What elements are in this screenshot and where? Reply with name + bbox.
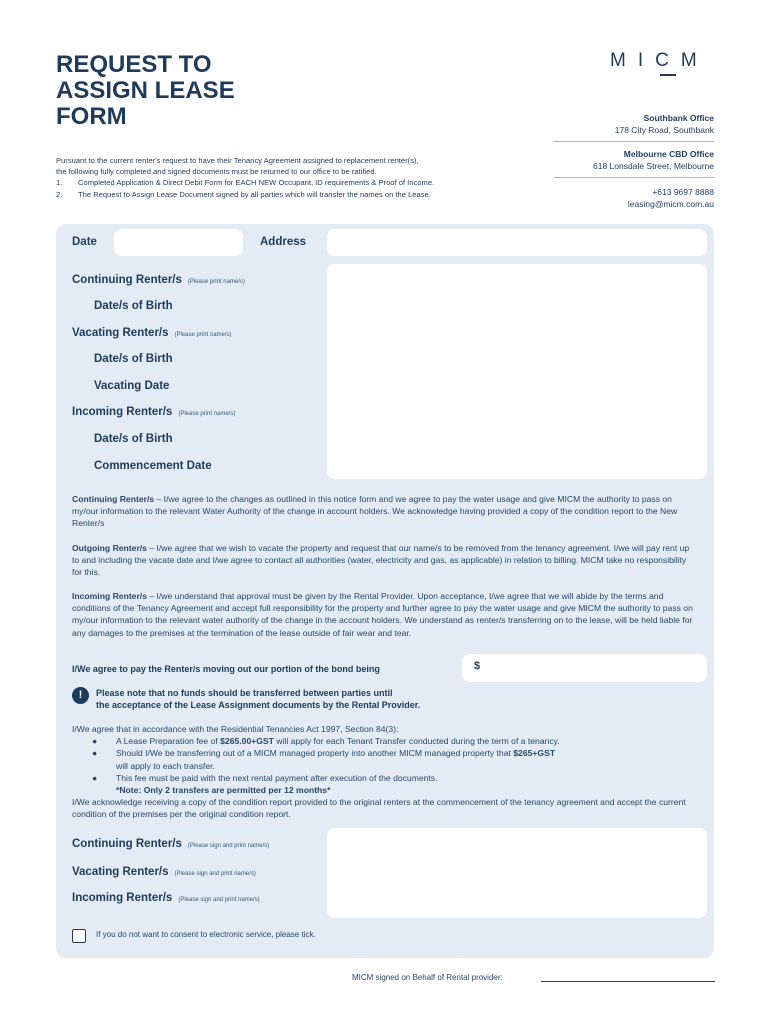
continuing-signature-text: Continuing Renter/s — [72, 838, 182, 850]
intro-text — [56, 155, 556, 200]
date-field[interactable] — [114, 229, 243, 256]
vacating-renter-label — [72, 327, 232, 339]
bullet-text — [116, 747, 555, 759]
continuing-renter-label — [72, 274, 245, 286]
incoming-terms — [72, 590, 698, 639]
vacating-date-label: Vacating Date — [94, 380, 170, 392]
incoming-terms-title: Incoming Renter/s — [72, 591, 147, 601]
notice-line: Please note that no funds should be transferred between parties until — [96, 688, 393, 698]
divider — [554, 141, 714, 142]
continuing-signature-label — [72, 838, 269, 850]
cbd-office-name: Melbourne CBD Office — [623, 149, 714, 159]
bullet-icon: ● — [92, 736, 98, 747]
intro-list-item — [56, 189, 556, 200]
southbank-office-address: 178 City Road, Southbank — [614, 125, 714, 135]
incoming-signature-label — [72, 892, 260, 904]
office-details — [554, 112, 714, 210]
bullet-text — [116, 735, 560, 747]
incoming-terms-text: – I/we understand that approval must be given by the Rental Provider. Upon acceptance, I/we agree that we will abide by the terms and conditions of the Tenancy Agreement and accept full responsibility for the property and further agree to pay the water usage and give MICM the authority to pass on my/our information to the relevant water authority of the change in the account holders. We understand as renter/s transferring on to the lease, will be held liable for any damages to the premises at the termination of the lease outside of fair wear and tear. — [72, 591, 693, 638]
bond-label: I/We agree to pay the Renter/s moving out our portion of the bond being — [72, 664, 380, 674]
notice-line: the acceptance of the Lease Assignment documents by the Rental Provider. — [96, 700, 421, 710]
vacating-signature-text: Vacating Renter/s — [72, 866, 169, 878]
page-title — [56, 52, 296, 130]
continuing-terms-text: – I/we agree to the changes as outlined in this notice form and we agree to pay the water usage and give MICM the authority to pass on my/our information to the relevant Water Authority of the change in account holders. We acknowledge having provided a copy of the condition report to the New Renter/s — [72, 494, 678, 529]
title-line: ASSIGN LEASE — [56, 77, 235, 104]
bullet-icon: ● — [92, 748, 98, 759]
dob-label-incoming: Date/s of Birth — [94, 433, 173, 445]
fee-amount: $265.00+GST — [220, 736, 274, 747]
micm-signature-line[interactable] — [541, 981, 715, 982]
dob-label-vacating: Date/s of Birth — [94, 353, 173, 365]
title-line: REQUEST TO — [56, 51, 212, 78]
agreement-bullet — [72, 735, 698, 747]
continuing-terms — [72, 493, 698, 530]
notice-text — [96, 687, 420, 711]
address-label: Address — [260, 236, 307, 248]
logo-text: MICM — [610, 50, 709, 71]
funds-notice — [72, 687, 672, 711]
continuing-renter-hint: (Please print name/s) — [187, 279, 245, 285]
bullet-text-part: will apply for each Tenant Transfer conducted during the term of a tenancy. — [273, 736, 560, 747]
incoming-renter-text: Incoming Renter/s — [72, 406, 173, 418]
continuing-terms-title: Continuing Renter/s — [72, 494, 155, 504]
intro-line: the following fully completed and signed documents must be returned to our office to be ratified. — [56, 167, 377, 177]
title-line: FORM — [56, 103, 127, 130]
cbd-office-address: 618 Lonsdale Street, Melbourne — [593, 161, 714, 171]
electronic-service-label: If you do not want to consent to electronic service, please tick. — [96, 930, 316, 939]
intro-line: Pursuant to the current renter's request to have their Tenancy Agreement assigned to replacement renter(s), — [56, 156, 419, 165]
logo-underline — [660, 74, 676, 76]
bullet-text-part: Should I/We be transferring out of a MICM managed property into another MICM managed property that — [116, 748, 514, 759]
electronic-service-checkbox[interactable] — [72, 929, 86, 943]
continuing-renter-text: Continuing Renter/s — [72, 274, 182, 286]
bond-amount-field[interactable] — [462, 654, 707, 682]
vacating-renter-text: Vacating Renter/s — [72, 327, 169, 339]
southbank-office-name: Southbank Office — [643, 113, 714, 123]
incoming-signature-hint: (Please sign and print name/s) — [178, 897, 260, 903]
list-text: The Request to Assign Lease Document signed by all parties which will transfer the names on the Lease. — [78, 189, 431, 199]
list-number: 2. — [56, 189, 63, 199]
outgoing-terms-text: – I/we agree that we wish to vacate the property and request that our name/s to be removed from the tenancy agreement. I/we will pay rent up to and including the vacate date and I/we agree to contact all authorities (water, electricity and gas, as applicable) in relation to billing. MICM take no responsibility for this. — [72, 543, 690, 578]
bullet-continuation: will apply to each transfer. — [116, 760, 215, 771]
renter-details-field[interactable] — [327, 264, 707, 479]
list-number: 1. — [56, 178, 63, 188]
outgoing-terms-title: Outgoing Renter/s — [72, 543, 147, 553]
bullet-text-part: A Lease Preparation fee of — [116, 736, 221, 747]
micm-logo — [610, 50, 709, 72]
date-label: Date — [72, 236, 97, 248]
exclamation-icon: ! — [72, 687, 89, 704]
address-field[interactable] — [327, 229, 707, 256]
continuing-signature-hint: (Please sign and print name/s) — [187, 843, 270, 849]
bullet-text: This fee must be paid with the next rental payment after execution of the documents. — [116, 772, 438, 783]
list-text: Completed Application & Direct Debit Form for EACH NEW Occupant, ID requirements & Proof of Income. — [78, 178, 435, 188]
commencement-date-label: Commencement Date — [94, 460, 212, 472]
agreement-closing: I/We acknowledge receiving a copy of the condition report provided to the original renters at the commencement of the tenancy agreement and accept the current condition of the premises per the original condition report. — [72, 797, 686, 820]
agreement-intro: I/We agree that in accordance with the Residential Tenancies Act 1997, Section 84(3): — [72, 724, 399, 734]
office-phone: +613 9697 8888 — [652, 187, 714, 197]
agreement-bullet — [72, 772, 698, 784]
fee-agreement — [72, 723, 698, 821]
micm-signature-label: MICM signed on Behalf of Rental provider: — [352, 973, 503, 982]
office-email: leasing@micm.com.au — [627, 199, 714, 209]
incoming-signature-text: Incoming Renter/s — [72, 892, 173, 904]
incoming-renter-hint: (Please print name/s) — [178, 411, 236, 417]
vacating-renter-hint: (Please print name/s) — [174, 332, 232, 338]
divider — [554, 177, 714, 178]
form-panel — [56, 224, 714, 958]
bullet-icon: ● — [92, 772, 98, 783]
outgoing-terms — [72, 542, 698, 579]
incoming-renter-label — [72, 406, 235, 418]
dob-label-continuing: Date/s of Birth — [94, 300, 173, 312]
dollar-sign: $ — [474, 660, 481, 672]
fee-amount: $265+GST — [513, 748, 556, 759]
signature-field[interactable] — [327, 828, 707, 918]
agreement-bullet — [72, 747, 698, 759]
vacating-signature-label — [72, 866, 256, 878]
intro-list-item — [56, 177, 556, 188]
vacating-signature-hint: (Please sign and print name/s) — [174, 871, 256, 877]
transfer-limit-note: *Note: Only 2 transfers are permitted per 12 months* — [116, 785, 331, 796]
